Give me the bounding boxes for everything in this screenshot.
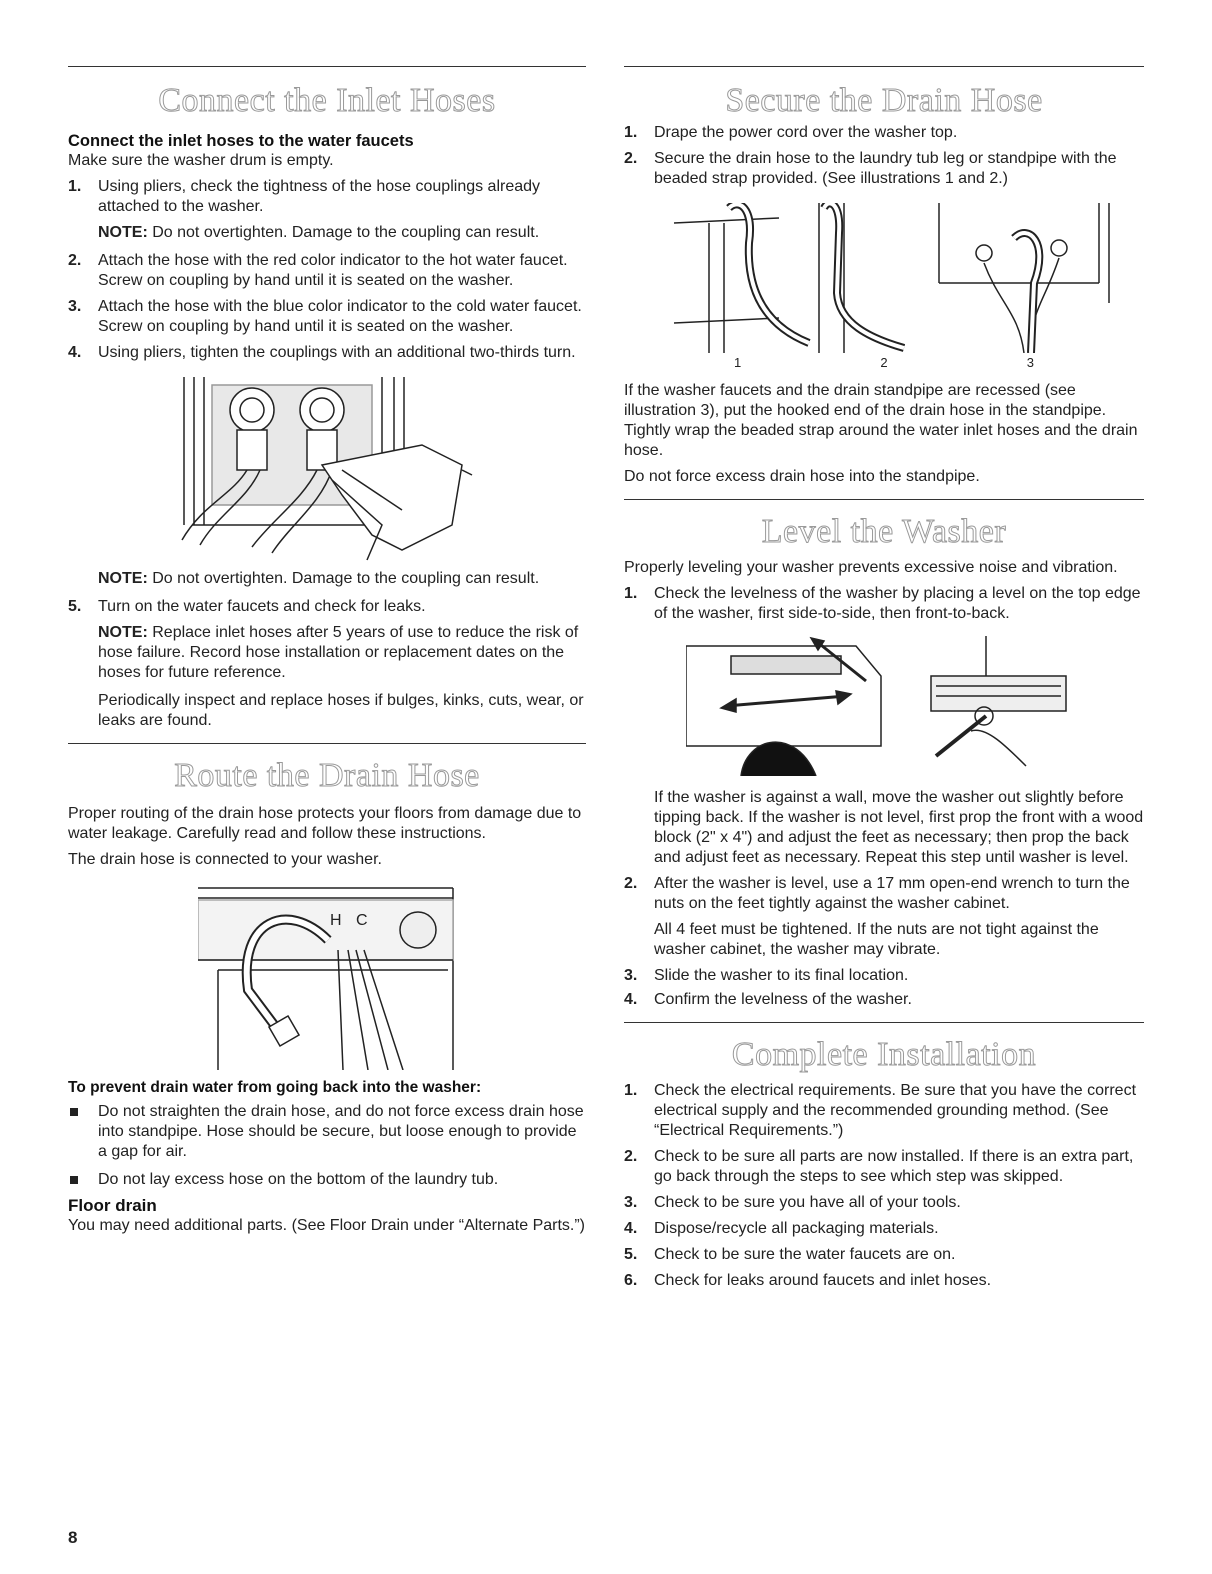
- route-bullet-1: [68, 1102, 586, 1162]
- step-text: Drape the power cord over the washer top.: [654, 124, 958, 141]
- page-number: 8: [68, 1528, 78, 1547]
- step-number: 2.: [624, 875, 638, 892]
- floor-drain-head: Floor drain: [68, 1196, 157, 1215]
- inlet-step-4: [68, 343, 586, 363]
- inlet-intro: Make sure the washer drum is empty.: [68, 152, 334, 169]
- step-text: Turn on the water faucets and check for leaks.: [98, 598, 426, 615]
- level-intro: Properly leveling your washer prevents excessive noise and vibration.: [624, 559, 1118, 576]
- section-rule: [68, 743, 586, 744]
- step-number: 4.: [68, 344, 82, 361]
- leveling-illustrations: [686, 636, 1086, 776]
- section-title-route: Route the Drain Hose: [174, 757, 480, 794]
- step-text: Slide the washer to its final location.: [654, 967, 909, 984]
- step-text: Check the electrical requirements. Be sure that you have the correct electrical supply and the recommended grounding method. (See “Electrical Requirements.”): [654, 1082, 1137, 1139]
- section-title-level: Level the Washer: [761, 513, 1007, 550]
- section-title-inlet: Connect the Inlet Hoses: [158, 82, 496, 119]
- note-label: NOTE:: [98, 624, 148, 641]
- step-text: Dispose/recycle all packaging materials.: [654, 1220, 939, 1237]
- note-text: Do not overtighten. Damage to the coupling can result.: [152, 570, 540, 587]
- bullet-text: Do not straighten the drain hose, and do not force excess drain hose into standpipe. Hose should be secure, but loose enough to provide a gap for air.: [98, 1103, 584, 1160]
- secure-p2: Do not force excess drain hose into the standpipe.: [624, 468, 980, 485]
- step-text: After the washer is level, use a 17 mm open-end wrench to turn the nuts on the feet tightly against the washer cabinet.: [654, 875, 1130, 912]
- step-number: 3.: [624, 967, 638, 984]
- section-title-complete: Complete Installation: [731, 1036, 1037, 1073]
- bullet-text: Do not lay excess hose on the bottom of the laundry tub.: [98, 1171, 499, 1188]
- complete-step-2: [624, 1147, 1144, 1187]
- route-subhead: To prevent drain water from going back into the washer:: [68, 1079, 482, 1096]
- complete-step-4: [624, 1219, 1144, 1239]
- step-text: Check to be sure the water faucets are on.: [654, 1246, 956, 1263]
- left-column: [68, 66, 586, 1236]
- complete-step-5: [624, 1245, 1144, 1265]
- level-after-fig-block: [624, 788, 1144, 868]
- note-text: Replace inlet hoses after 5 years of use to reduce the risk of hose failure. Record hose installation or replacement dates on the hoses for future reference.: [98, 624, 579, 681]
- caption-2: 2: [880, 355, 888, 370]
- complete-step-6: [624, 1271, 1144, 1291]
- note-label: NOTE:: [98, 570, 148, 587]
- inlet-note-2-block: [68, 569, 586, 589]
- drain-hose-illustration: [198, 880, 458, 1070]
- section-rule: [68, 66, 586, 67]
- secure-step-2: [624, 149, 1144, 189]
- step-number: 5.: [68, 598, 82, 615]
- inlet-step-1: [68, 177, 586, 243]
- step-text: Check the levelness of the washer by placing a level on the top edge of the washer, first side-to-side, then front-to-back.: [654, 585, 1141, 622]
- step-text: Using pliers, tighten the couplings with an additional two-thirds turn.: [98, 344, 576, 361]
- bullet-square-icon: [70, 1108, 78, 1116]
- right-column: [624, 66, 1144, 1291]
- fig-label-c: C: [356, 912, 368, 929]
- inlet-note-2: [98, 569, 586, 589]
- bullet-square-icon: [70, 1176, 78, 1184]
- caption-1: 1: [734, 355, 742, 370]
- step-number: 4.: [624, 1220, 638, 1237]
- level-step-2: [624, 874, 1144, 960]
- step-text: Confirm the levelness of the washer.: [654, 991, 912, 1008]
- step-number: 6.: [624, 1272, 638, 1289]
- inlet-step-2: [68, 251, 586, 291]
- step-number: 3.: [68, 298, 82, 315]
- faucet-pliers-illustration: [172, 375, 482, 565]
- step-number: 1.: [624, 585, 638, 602]
- inlet-step-5: [68, 597, 586, 731]
- step-number: 5.: [624, 1246, 638, 1263]
- caption-3: 3: [1026, 355, 1034, 370]
- inlet-step-3: [68, 297, 586, 337]
- secure-step-1: [624, 123, 1144, 143]
- step-text: Check for leaks around faucets and inlet hoses.: [654, 1272, 992, 1289]
- route-p1: Proper routing of the drain hose protects your floors from damage due to water leakage. Carefully read and follow these instructions.: [68, 805, 582, 842]
- inlet-inspect: Periodically inspect and replace hoses if bulges, kinks, cuts, wear, or leaks are found.: [98, 692, 584, 729]
- step-text: Check to be sure all parts are now installed. If there is an extra part, go back through the steps to see which step was skipped.: [654, 1148, 1134, 1185]
- step-number: 2.: [624, 1148, 638, 1165]
- step-text: Secure the drain hose to the laundry tub leg or standpipe with the beaded strap provided. (See illustrations 1 and 2.): [654, 150, 1117, 187]
- floor-drain-text: You may need additional parts. (See Floor Drain under “Alternate Parts.”): [68, 1217, 586, 1234]
- fig-label-h: H: [330, 912, 342, 929]
- step-number: 3.: [624, 1194, 638, 1211]
- section-rule: [624, 66, 1144, 67]
- step-number: 4.: [624, 991, 638, 1008]
- level-after-fig: If the washer is against a wall, move the washer out slightly before tipping back. If the washer is not level, first prop the front with a wood block (2" x 4") and adjust the feet as necessary; then prop the back and adjust feet as necessary. Repeat this step until washer is level.: [654, 789, 1144, 866]
- route-bullet-2: [68, 1170, 586, 1190]
- level-step2-note: All 4 feet must be tightened. If the nuts are not tight against the washer cabinet, the washer may vibrate.: [654, 921, 1099, 958]
- step-number: 1.: [624, 1082, 638, 1099]
- section-title-secure: Secure the Drain Hose: [725, 82, 1043, 119]
- step-number: 2.: [624, 150, 638, 167]
- inlet-subhead: Connect the inlet hoses to the water faucets: [68, 132, 414, 150]
- note-text: Do not overtighten. Damage to the coupling can result.: [152, 224, 540, 241]
- step-text: Using pliers, check the tightness of the hose couplings already attached to the washer.: [98, 178, 541, 215]
- level-step-1: [624, 584, 1144, 624]
- secure-p1: If the washer faucets and the drain standpipe are recessed (see illustration 3), put the hooked end of the drain hose in the standpipe. Tightly wrap the beaded strap around the water inlet hoses and the drain hose.: [624, 382, 1138, 459]
- step-text: Attach the hose with the red color indicator to the hot water faucet. Screw on coupling by hand until it is seated on the washer.: [98, 252, 568, 289]
- step-number: 2.: [68, 252, 82, 269]
- drain-strap-illustrations: [669, 203, 1139, 353]
- step-text: Check to be sure you have all of your tools.: [654, 1194, 961, 1211]
- level-step-4: [624, 990, 1144, 1010]
- level-step-3: [624, 966, 1144, 986]
- step-number: 1.: [68, 178, 82, 195]
- illustration-captions: [734, 353, 1034, 373]
- section-rule: [624, 1022, 1144, 1023]
- note-label: NOTE:: [98, 224, 148, 241]
- section-rule: [624, 499, 1144, 500]
- route-p2: The drain hose is connected to your washer.: [68, 851, 382, 868]
- step-text: Attach the hose with the blue color indicator to the cold water faucet. Screw on coupling by hand until it is seated on the washer.: [98, 298, 582, 335]
- complete-step-3: [624, 1193, 1144, 1213]
- complete-step-1: [624, 1081, 1144, 1141]
- inlet-note-3: [98, 623, 586, 683]
- step-number: 1.: [624, 124, 638, 141]
- inlet-note-1: [98, 223, 586, 243]
